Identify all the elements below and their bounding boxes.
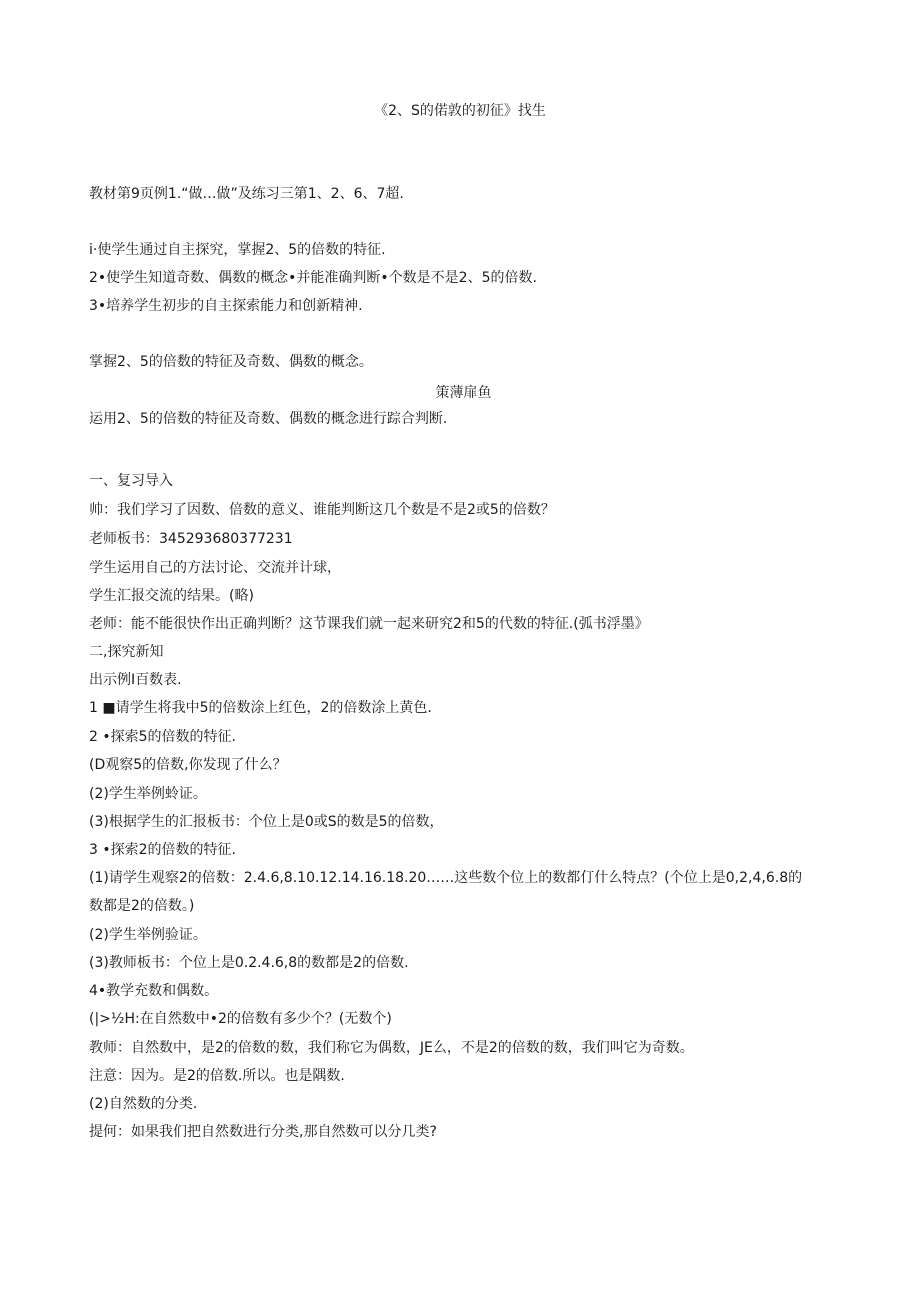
textbook-scope: 教材第9页例1.“做…做”及练习三第1、2、6、7超.	[89, 186, 404, 202]
process-line: 1 ■请学生将我中5的倍数涂上红色，2的倍数涂上黄色.	[89, 700, 432, 716]
objective-2: 2•使学生知道奇数、偶数的概念•并能准确判断•个数是不是2、5的倍数.	[89, 270, 537, 286]
objective-1: i·使学生通过自主探究，掌握2、5的倍数的特征.	[89, 242, 386, 258]
process-line: (1)请学生观察2的倍数：2.4.6,8.10.12.14.16.18.20……这些数个位上的数都仃什么特点？(个位上是0,2,4,6.8的	[89, 870, 803, 886]
process-line: 帅：我们学习了因数、倍数的意义、谁能判断这几个数是不是2或5的倍数？	[89, 502, 555, 518]
process-line: 教师：自然数中，是2的倍数的数，我们称它为偶数，JE么，不是2的倍数的数，我们叫它为奇数。	[89, 1040, 694, 1056]
process-line: 学生运用自己的方法讨论、交流并计球，	[89, 560, 341, 576]
process-line: (|>½H:在自然数中•2的倍数有多少个？(无数个)	[89, 1011, 392, 1027]
process-line: 二,探究新知	[89, 644, 164, 660]
process-line: 出示例I百数表.	[89, 672, 182, 688]
process-line: (2)学生举例验证。	[89, 927, 207, 943]
process-line: 老师：能不能很快作出正确判断？这节课我们就一起来研究2和5的代数的特征.(弧书浮墨》	[89, 616, 649, 632]
process-line: 老师板书：345293680377231	[89, 531, 293, 547]
process-line: (2)学生举例蛉证。	[89, 786, 207, 802]
difficulty-heading: 策薄扉鱼	[435, 385, 492, 401]
process-line: 2 •探索5的倍数的特征.	[89, 729, 236, 745]
objective-3: 3•培养学生初步的自主探索能力和创新精神.	[89, 298, 363, 314]
process-line: 学生汇报交流的结果。(略)	[89, 588, 254, 604]
process-line: 4•教学充数和偶数。	[89, 983, 219, 999]
document-title: 《2、S的偌敦的初征》找生	[374, 103, 546, 119]
key-point: 掌握2、5的倍数的特征及奇数、偶数的概念。	[89, 354, 373, 370]
process-line: (3)教师板书：个位上是0.2.4.6,8的数都是2的倍数.	[89, 955, 409, 971]
process-line: 数都是2的倍数。)	[89, 898, 195, 914]
process-line: (2)自然数的分类.	[89, 1096, 198, 1112]
process-line: 3 •探索2的倍数的特征.	[89, 842, 236, 858]
difficulty: 运用2、5的倍数的特征及奇数、偶数的概念进行踪合判断.	[89, 411, 448, 427]
process-line: 注意：因为。是2的倍数.所以。也是隅数.	[89, 1068, 345, 1084]
process-line: (D观察5的倍数,你发现了什么？	[89, 757, 287, 773]
process-line: (3)根据学生的汇报板书：个位上是0或S的数是5的倍数，	[89, 814, 444, 830]
process-line: 一、复习导入	[89, 473, 173, 489]
process-line: 提何：如果我们把自然数进行分类,那自然数可以分几类?	[89, 1124, 437, 1140]
